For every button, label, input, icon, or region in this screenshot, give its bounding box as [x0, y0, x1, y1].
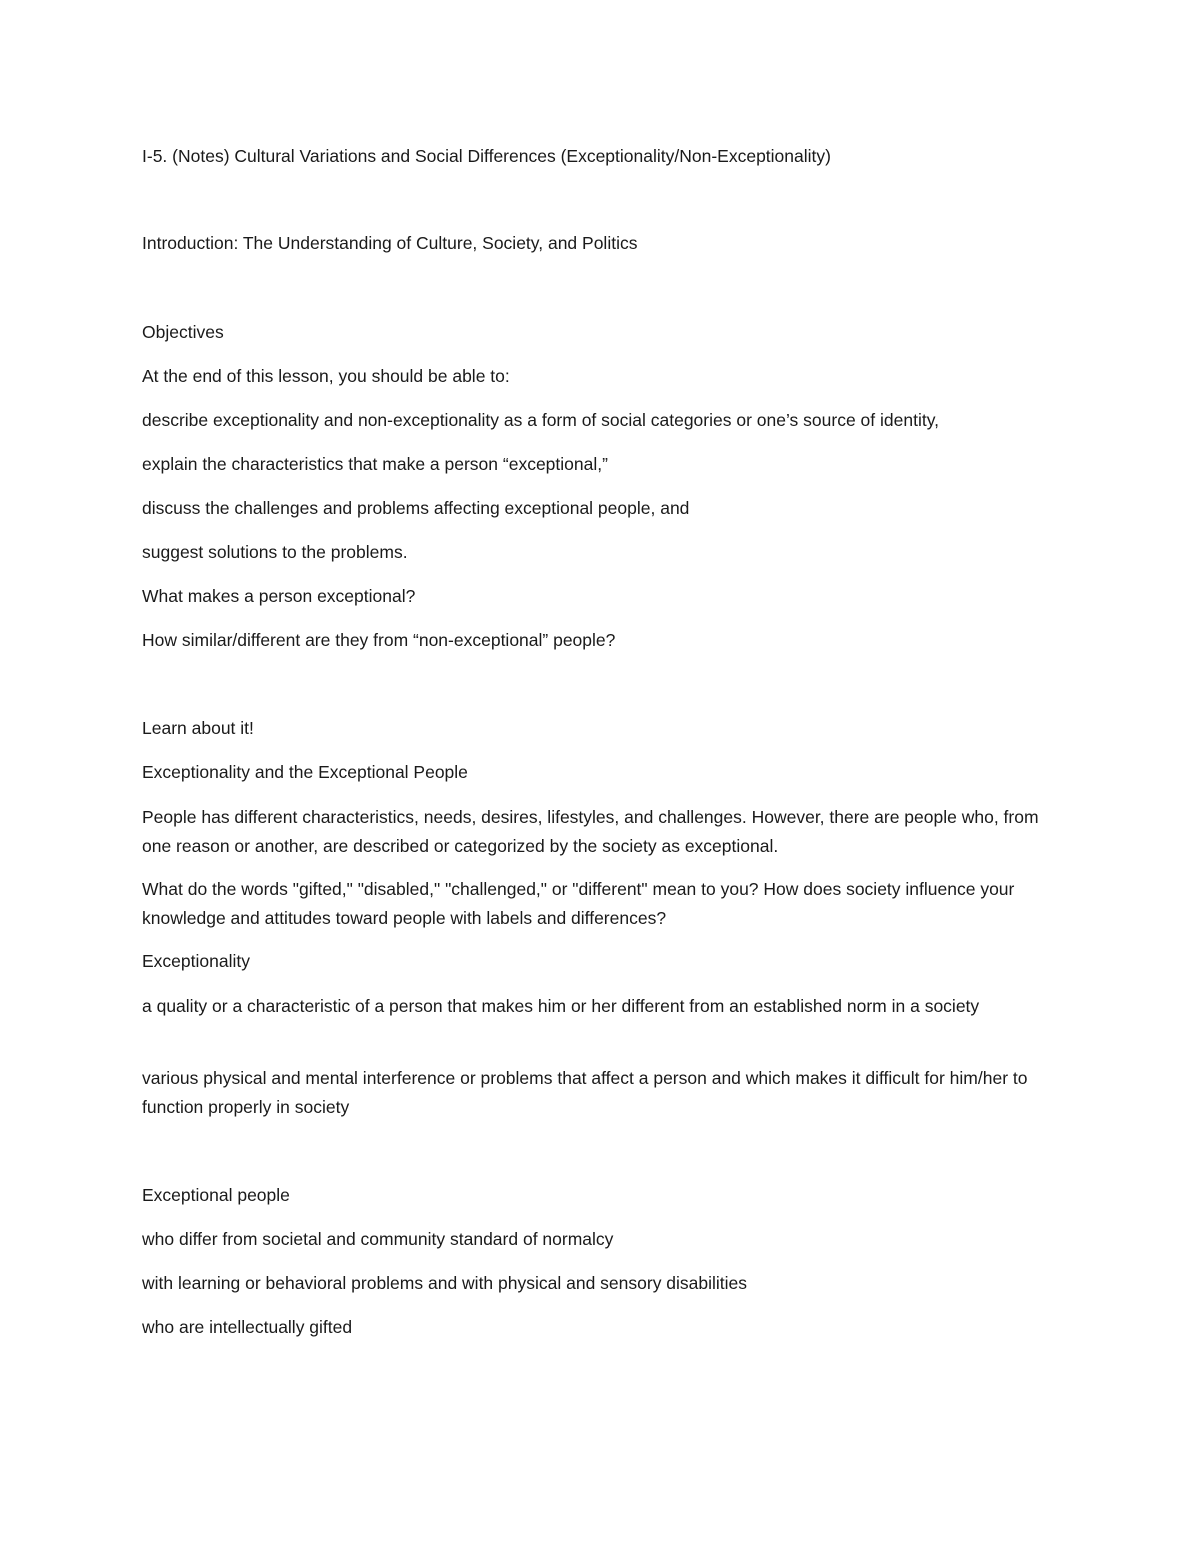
definition-item: a quality or a characteristic of a person that makes him or her different from an established norm in a society [142, 996, 980, 1016]
exceptionality-heading: Exceptionality [142, 951, 250, 971]
section-heading: Exceptionality and the Exceptional People [142, 762, 468, 782]
definition-item: various physical and mental interference or problems that affect a person and which makes it difficult for him/her to function properly in society [142, 1068, 1028, 1117]
objectives-lead: At the end of this lesson, you should be able to: [142, 366, 510, 386]
objective-item: describe exceptionality and non-exceptionality as a form of social categories or one’s source of identity, [142, 410, 940, 430]
objectives-heading: Objectives [142, 322, 224, 342]
question-item: How similar/different are they from “non-exceptional” people? [142, 630, 616, 650]
objective-item: suggest solutions to the problems. [142, 542, 408, 562]
exceptional-people-item: who differ from societal and community standard of normalcy [142, 1229, 614, 1249]
objective-item: discuss the challenges and problems affecting exceptional people, and [142, 498, 690, 518]
question-item: What makes a person exceptional? [142, 586, 416, 606]
exceptional-people-heading: Exceptional people [142, 1185, 290, 1205]
exceptional-people-item: who are intellectually gifted [142, 1317, 353, 1337]
objective-item: explain the characteristics that make a person “exceptional,” [142, 454, 608, 474]
introduction-line: Introduction: The Understanding of Culture, Society, and Politics [142, 233, 638, 253]
learn-heading: Learn about it! [142, 718, 254, 738]
body-paragraph: What do the words "gifted," "disabled," "challenged," or "different" mean to you? How does society influence your knowledge and attitudes toward people with labels and differences? [142, 879, 1015, 928]
body-paragraph: People has different characteristics, needs, desires, lifestyles, and challenges. However, there are people who, from one reason or another, are described or categorized by the society as exceptional. [142, 807, 1039, 856]
exceptional-people-item: with learning or behavioral problems and with physical and sensory disabilities [142, 1273, 748, 1293]
document-title: I-5. (Notes) Cultural Variations and Social Differences (Exceptionality/Non-Exceptionality) [142, 146, 831, 166]
